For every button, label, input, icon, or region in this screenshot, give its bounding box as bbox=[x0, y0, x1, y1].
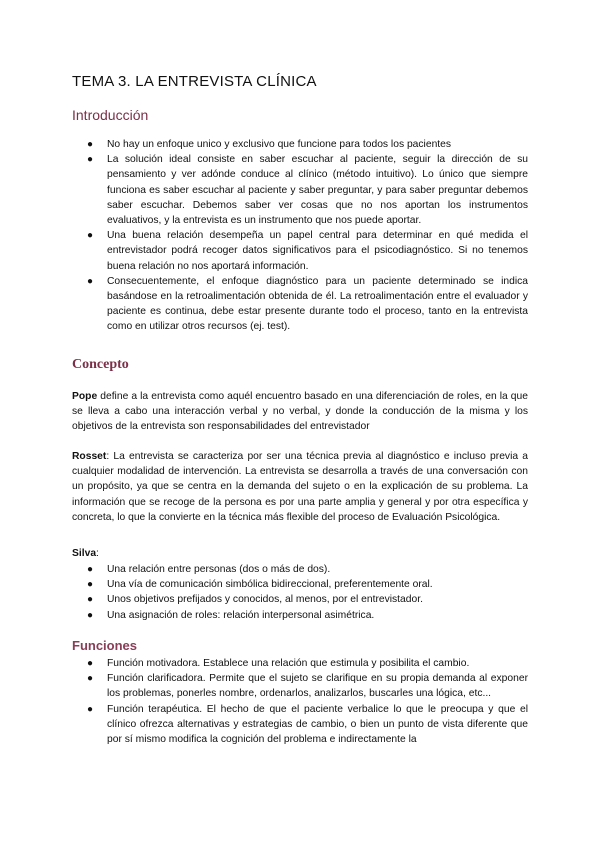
bullet-icon: ● bbox=[87, 594, 94, 606]
bullet-icon: ● bbox=[87, 154, 94, 166]
list-item: ● No hay un enfoque unico y exclusivo que funcione para todos los pacientes bbox=[72, 137, 528, 152]
bullet-icon: ● bbox=[87, 658, 94, 669]
author-name: Silva bbox=[72, 548, 97, 559]
list-item: ● Una vía de comunicación simbólica bidireccional, preferentemente oral. bbox=[72, 577, 528, 592]
bullet-icon: ● bbox=[87, 230, 94, 242]
bullet-icon: ● bbox=[87, 703, 94, 715]
list-item: ● Una relación entre personas (dos o más de dos). bbox=[72, 562, 528, 577]
list-item: ● Función terapéutica. El hecho de que el paciente verbalice lo que le preocupa y que el clínico ofrezca alternativas y estrategias de cambio, o bien un punto de vista diferente que por sí mismo modifica la cognición del problema e indirectamente la bbox=[87, 703, 528, 746]
paragraph-silva: Silva: bbox=[72, 548, 99, 559]
bullet-icon: ● bbox=[87, 609, 94, 621]
list-item: ● La solución ideal consiste en saber escuchar al paciente, seguir la dirección de su pensamiento y ver adónde conduce al clínico (método intuitivo). Lo único que siempre funciona es saber escuchar al paciente y saber preguntar, y para saber preguntar debemos saber escuchar. Debemos saber ver cosas que no nos aportan los instrumentos evaluativos, y la entrevista es un instrumento que nos puede aportar. bbox=[87, 154, 528, 227]
bullet-icon: ● bbox=[87, 275, 94, 287]
list-item: ● Consecuentemente, el enfoque diagnóstico para un paciente determinado se indica basándose en la retroalimentación obtenida de él. La retroalimentación entre el evaluador y paciente es continua, debe estar presente durante todo el proceso, tanto en la entrevista como en utilizar otros recursos (ej. test). bbox=[87, 275, 528, 333]
list-item: ● Una buena relación desempeña un papel central para determinar en qué medida el entrevistador podrá recoger datos significativos para el psicodiagnóstico. Si no tenemos buena relación no nos aportará información. bbox=[87, 230, 528, 272]
author-name: Pope bbox=[72, 391, 98, 402]
section-heading-funciones: Funciones bbox=[72, 638, 138, 653]
paragraph-rosset: Rosset: La entrevista se caracteriza por ser una técnica previa al diagnóstico e incluso previa a cualquier modalidad de intervención. La entrevista se desarrolla a través de una conversación con un propósito, ya que se centra en la demanda del sujeto o en la explicación de su problema. La información que se recoge de la persona es por una parte amplia y general y por otra específica y concreta, lo que la convierte en la técnica más flexible del proceso de Evaluación Psicológica. bbox=[72, 451, 528, 523]
document-title: TEMA 3. LA ENTREVISTA CLÍNICA bbox=[72, 73, 317, 90]
bullet-icon: ● bbox=[87, 579, 94, 591]
silva-list bbox=[72, 562, 528, 623]
list-item: ● Una asignación de roles: relación interpersonal asimétrica. bbox=[72, 608, 528, 623]
bullet-icon: ● bbox=[87, 139, 94, 150]
section-heading-concepto: Concepto bbox=[72, 357, 129, 372]
bullet-icon: ● bbox=[87, 564, 94, 575]
paragraph-pope: Pope define a la entrevista como aquél encuentro basado en una diferenciación de roles, en la que se lleva a cabo una interacción verbal y no verbal, y donde la conducción de la misma y los objetivos de la entrevista son responsabilidades del entrevistador bbox=[72, 391, 528, 433]
bullet-icon: ● bbox=[87, 673, 94, 685]
list-item: ● Función clarificadora. Permite que el sujeto se clarifique en su propia demanda al exponer los problemas, ponerles nombre, ordenarlos, analizarlos, buscarles una lógica, etc... bbox=[87, 673, 528, 700]
list-item: ● Unos objetivos prefijados y conocidos, al menos, por el entrevistador. bbox=[72, 592, 528, 607]
author-name: Rosset bbox=[72, 451, 107, 462]
list-item: ● Función motivadora. Establece una relación que estimula y posibilita el cambio. bbox=[72, 656, 528, 671]
section-heading-introduccion: Introducción bbox=[72, 107, 149, 123]
funciones-list bbox=[72, 656, 528, 747]
introduccion-list bbox=[72, 137, 528, 335]
